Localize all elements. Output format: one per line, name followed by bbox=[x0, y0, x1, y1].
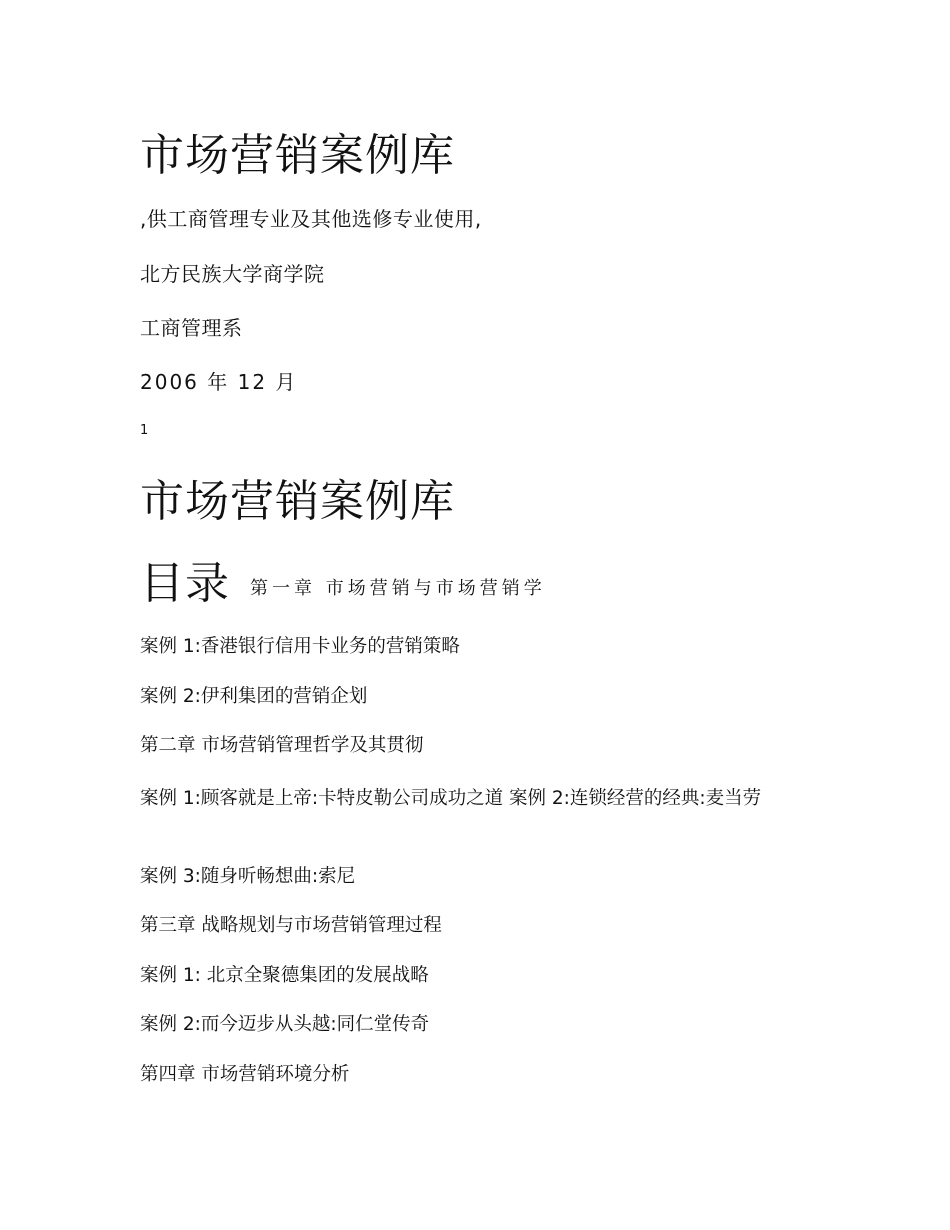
page-number: 1 bbox=[140, 423, 149, 438]
toc-case-1-2: 案例 2:伊利集团的营销企划 bbox=[140, 686, 368, 707]
cover-school: 北方民族大学商学院 bbox=[140, 262, 325, 286]
contents-title: 市场营销案例库 bbox=[140, 476, 455, 527]
toc-chapter-2: 第二章 市场营销管理哲学及其贯彻 bbox=[140, 735, 424, 756]
toc-case-2-3: 案例 3:随身听畅想曲:索尼 bbox=[140, 866, 356, 887]
toc-chapter-1: 第一章 市场营销与市场营销学 bbox=[250, 578, 546, 599]
toc-heading-row bbox=[140, 558, 546, 611]
toc-case-3-2: 案例 2:而今迈步从头越:同仁堂传奇 bbox=[140, 1014, 430, 1035]
toc-chapter-4: 第四章 市场营销环境分析 bbox=[140, 1064, 350, 1085]
toc-chapter-3: 第三章 战略规划与市场营销管理过程 bbox=[140, 915, 442, 936]
cover-department: 工商管理系 bbox=[140, 316, 243, 340]
toc-case-3-1: 案例 1: 北京全聚德集团的发展战略 bbox=[140, 965, 429, 986]
cover-title: 市场营销案例库 bbox=[140, 130, 455, 181]
cover-subtitle: ,供工商管理专业及其他选修专业使用, bbox=[140, 207, 482, 231]
cover-date: 2006 年 12 月 bbox=[140, 370, 298, 394]
toc-case-2-1-2: 案例 1:顾客就是上帝:卡特皮勒公司成功之道 案例 2:连锁经营的经典:麦当劳 bbox=[140, 788, 762, 809]
toc-heading: 目录 bbox=[140, 558, 230, 609]
toc-case-1-1: 案例 1:香港银行信用卡业务的营销策略 bbox=[140, 636, 460, 657]
